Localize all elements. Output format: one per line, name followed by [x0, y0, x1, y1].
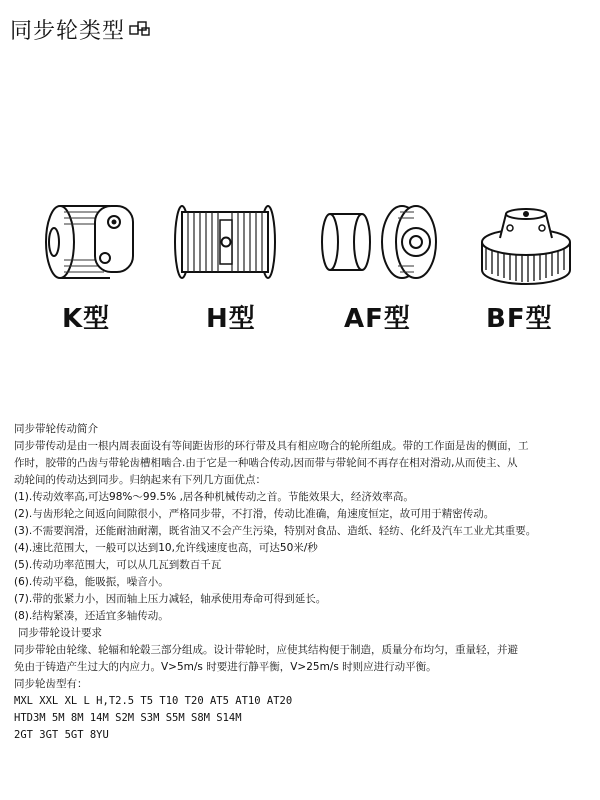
af-type-pulley-icon: [318, 202, 440, 288]
tooth-profile-line: 2GT 3GT 5GT 8YU: [14, 729, 109, 741]
af-type-label: AF型: [344, 304, 411, 334]
page-title: [10, 14, 151, 45]
pulley-grid-icon: [129, 17, 151, 42]
intro-heading: 同步带轮传动简介: [14, 423, 98, 435]
advantage-item: (3).不需要润滑，还能耐油耐潮，既省油又不会产生污染，特别对食品、造纸、轻纺、化纤及汽车工业尤其重要。: [14, 525, 537, 537]
k-type-pulley-icon: [40, 198, 140, 290]
bf-type-pulley-icon: [478, 208, 574, 294]
pulley-types-row: [0, 190, 600, 340]
h-type-pulley-icon: [172, 200, 278, 288]
tooth-profile-line: MXL XXL XL L H,T2.5 T5 T10 T20 AT5 AT10 AT20: [14, 695, 293, 707]
advantage-item: (6).传动平稳，能吸振，噪音小。: [14, 576, 169, 588]
design-heading: 同步带轮设计要求: [18, 627, 102, 639]
advantage-item: (8).结构紧凑，还适宜多轴传动。: [14, 610, 169, 622]
bf-type-label: BF型: [486, 304, 553, 334]
k-type-label: K型: [62, 304, 111, 334]
intro-paragraph-line: 同步带传动是由一根内周表面设有等间距齿形的环行带及具有相应吻合的轮所组成。带的工作面是齿的侧面，工: [14, 440, 529, 452]
design-paragraph-line: 免由于铸造产生过大的内应力。V>5m/s 时要进行静平衡，V>25m/s 时则应进行动平衡。: [14, 661, 437, 673]
tooth-profile-line: HTD3M 5M 8M 14M S2M S3M S5M S8M S14M: [14, 712, 242, 724]
advantage-item: (2).与齿形轮之间返向间隙很小，严格同步带，不打滑，传动比准确，角速度恒定，故可用于精密传动。: [14, 508, 495, 520]
page-title-text: 同步轮类型: [10, 19, 126, 44]
description-block: [14, 421, 589, 744]
advantage-item: (1).传动效率高,可达98%～99.5% ,居各种机械传动之首。节能效果大，经济效率高。: [14, 491, 414, 503]
h-type-label: H型: [206, 304, 256, 334]
advantage-item: (5).传动功率范围大，可以从几瓦到数百千瓦: [14, 559, 222, 571]
advantage-item: (4).速比范围大，一般可以达到10,允许线速度也高，可达50米/秒: [14, 542, 318, 554]
intro-paragraph-line: 动轮间的传动达到同步。归纳起来有下列几方面优点：: [14, 474, 266, 486]
design-paragraph-line: 同步带轮由轮缘、轮辐和轮毂三部分组成。设计带轮时，应使其结构便于制造，质量分布均匀，重量轻，并避: [14, 644, 518, 656]
tooth-heading: 同步轮齿型有：: [14, 678, 88, 690]
intro-paragraph-line: 作时，胶带的凸齿与带轮齿槽相啮合.由于它是一种啮合传动,因而带与带轮间不再存在相对滑动,从而使主、从: [14, 457, 518, 469]
advantage-item: (7).带的张紧力小，因而轴上压力减轻，轴承使用寿命可得到延长。: [14, 593, 327, 605]
